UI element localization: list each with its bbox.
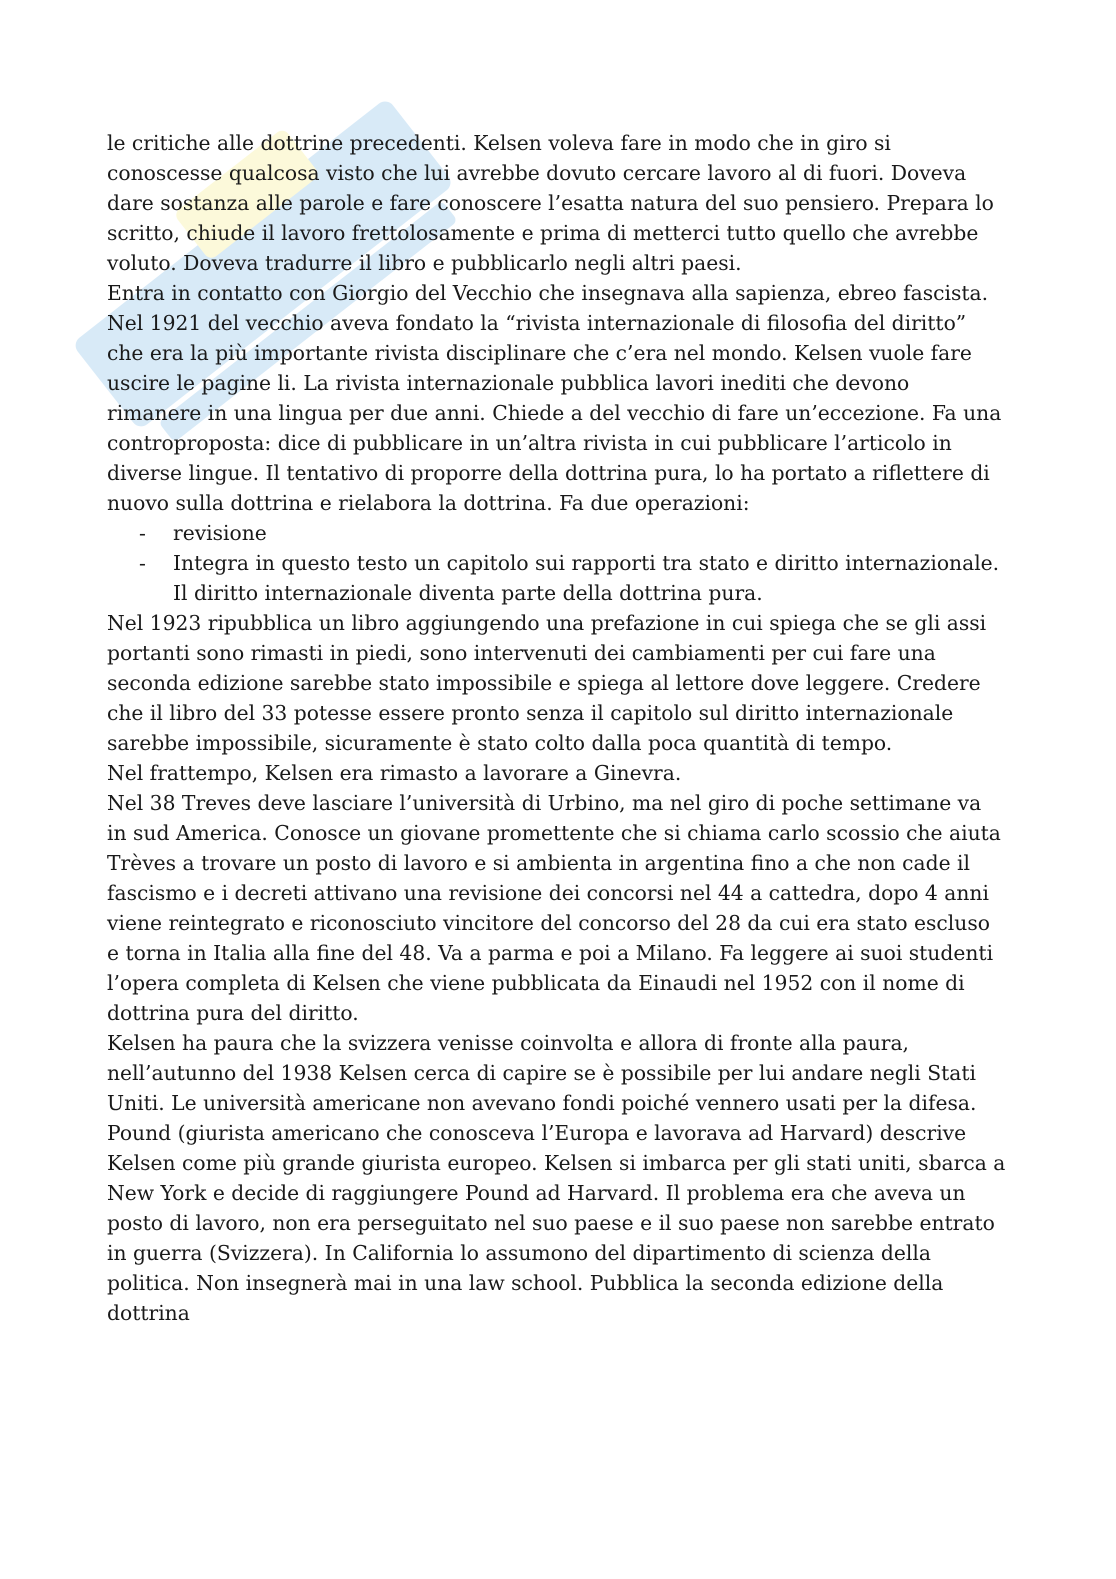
paragraph: Nel 1923 ripubblica un libro aggiungendo una prefazione in cui spiega che se gli assi portanti sono rimasti in piedi, sono intervenuti dei cambiamenti per cui fare una seconda edizione sarebbe stato impossibile e spiega al lettore dove leggere. Credere che il libro del 33 potesse essere pronto senza il capitolo sul diritto internazionale sarebbe impossibile, sicuramente è stato colto dalla poca quantità di tempo. [107, 611, 987, 755]
bullet-list [107, 518, 1007, 608]
paragraph: Nel 38 Treves deve lasciare l’università di Urbino, ma nel giro di poche settimane va in sud America. Conosce un giovane promettente che si chiama carlo scossio che aiuta Trèves a trovare un posto di lavoro e si ambienta in argentina fino a che non cade il fascismo e i decreti attivano una revisione dei concorsi nel 44 a cattedra, dopo 4 anni viene reintegrato e riconosciuto vincitore del concorso del 28 da cui era stato escluso e torna in Italia alla fine del 48. Va a parma e poi a Milano. Fa leggere ai suoi studenti l’opera completa di Kelsen che viene pubblicata da Einaudi nel 1952 con il nome di dottrina pura del diritto. [107, 791, 1001, 1025]
paragraph: Nel frattempo, Kelsen era rimasto a lavorare a Ginevra. [107, 761, 682, 785]
paragraph: le critiche alle dottrine precedenti. Kelsen voleva fare in modo che in giro si conoscesse qualcosa visto che lui avrebbe dovuto cercare lavoro al di fuori. Doveva dare sostanza alle parole e fare conoscere l’esatta natura del suo pensiero. Prepara lo scritto, chiude il lavoro frettolosamente e prima di metterci tutto quello che avrebbe voluto. Doveva tradurre il libro e pubblicarlo negli altri paesi. [107, 131, 994, 275]
document-body [107, 128, 1007, 1328]
list-item-text: revisione [173, 521, 267, 545]
list-item [107, 548, 1007, 608]
paragraph: Kelsen ha paura che la svizzera venisse coinvolta e allora di fronte alla paura, nell’autunno del 1938 Kelsen cerca di capire se è possibile per lui andare negli Stati Uniti. Le università americane non avevano fondi poiché vennero usati per la difesa. Pound (giurista americano che conosceva l’Europa e lavorava ad Harvard) descrive Kelsen come più grande giurista europeo. Kelsen si imbarca per gli stati uniti, sbarca a New York e decide di raggiungere Pound ad Harvard. Il problema era che aveva un posto di lavoro, non era perseguitato nel suo paese e il suo paese non sarebbe entrato in guerra (Svizzera). In California lo assumono del dipartimento di scienza della politica. Non insegnerà mai in una law school. Pubblica la seconda edizione della dottrina [107, 1031, 1006, 1325]
list-item [107, 518, 1007, 548]
list-item-text: Integra in questo testo un capitolo sui rapporti tra stato e diritto internazionale. Il diritto internazionale diventa parte della dottrina pura. [173, 551, 1000, 605]
list-dash: - [139, 521, 146, 545]
paragraph: Entra in contatto con Giorgio del Vecchio che insegnava alla sapienza, ebreo fascista. Nel 1921 del vecchio aveva fondato la “rivista internazionale di filosofia del diritto” che era la più importante rivista disciplinare che c’era nel mondo. Kelsen vuole fare uscire le pagine li. La rivista internazionale pubblica lavori inediti che devono rimanere in una lingua per due anni. Chiede a del vecchio di fare un’eccezione. Fa una controproposta: dice di pubblicare in un’altra rivista in cui pubblicare l’articolo in diverse lingue. Il tentativo di proporre della dottrina pura, lo ha portato a riflettere di nuovo sulla dottrina e rielabora la dottrina. Fa due operazioni: [107, 281, 1002, 515]
list-dash: - [139, 551, 146, 575]
